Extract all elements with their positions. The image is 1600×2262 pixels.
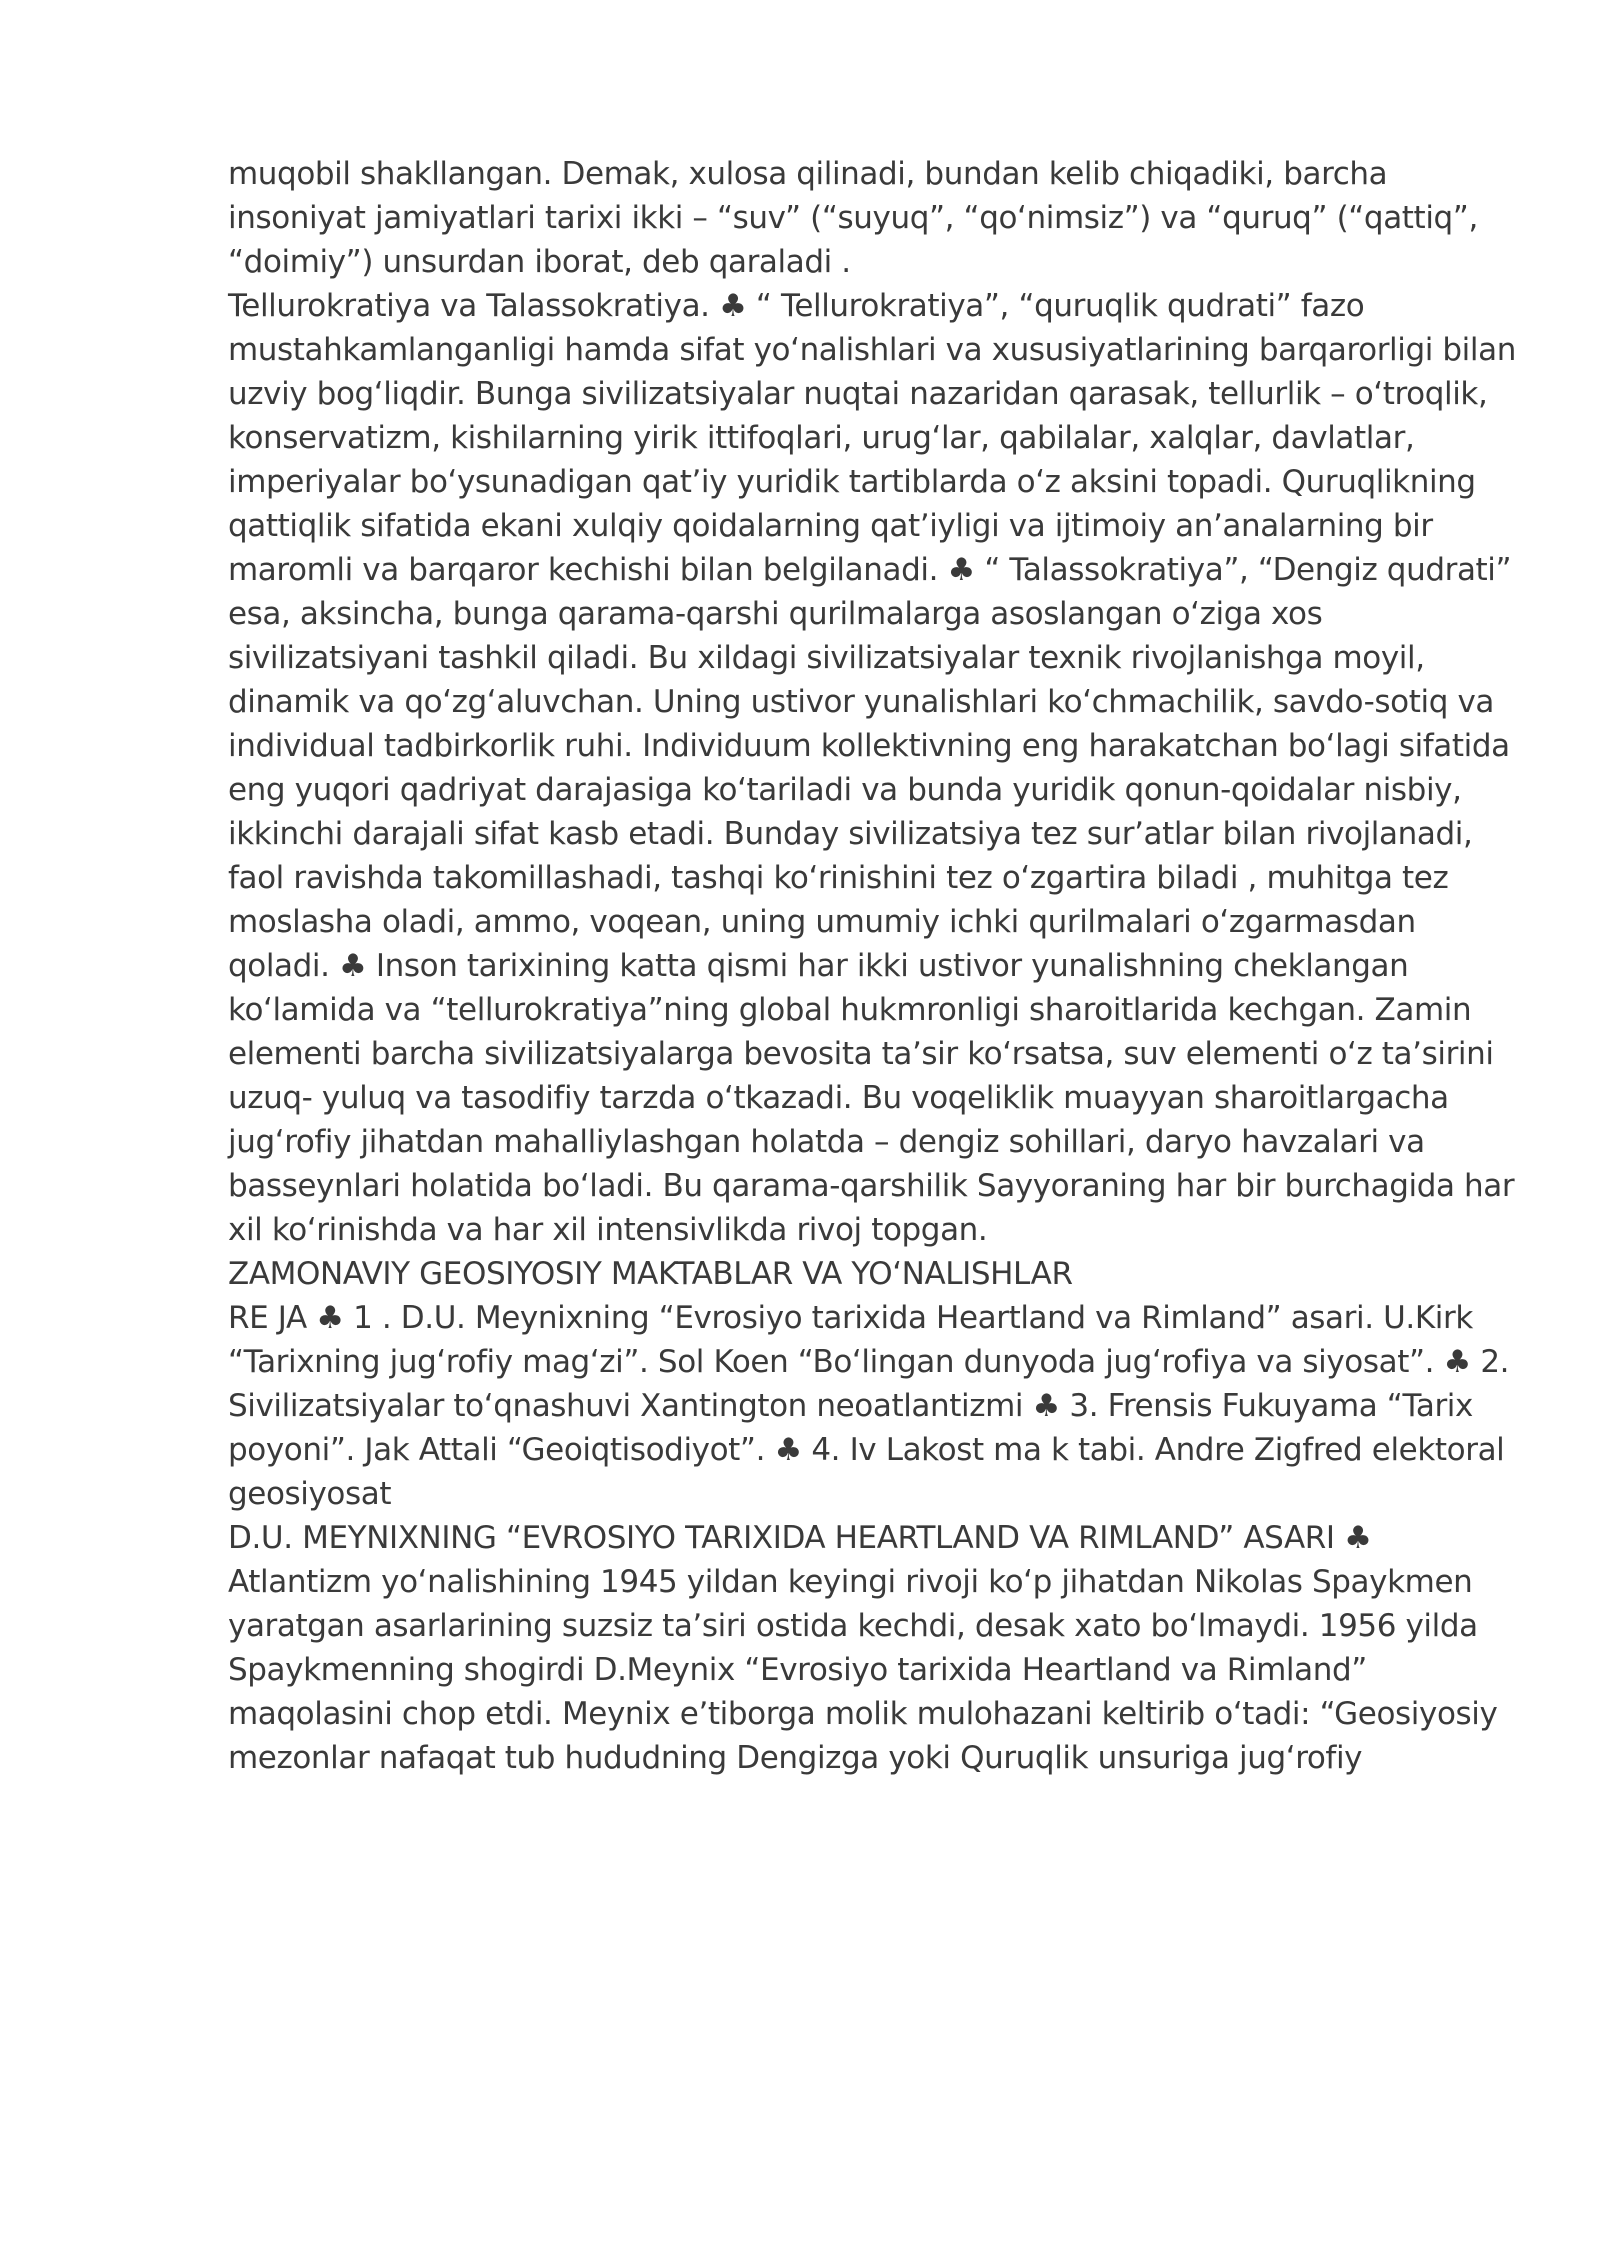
tellurocracy-paragraph: Tellurokratiya va Talassokratiya. ♣ “ Tellurokratiya”, “quruqlik qudrati” fazo mustahkamlanganligi hamda sifat yoʻnalishlari va xususiyatlarining barqarorligi bilan uzviy bogʻliqdir. Bunga sivilizatsiyalar nuqtai nazaridan qarasak, tellurlik – oʻtroqlik, konservatizm, kishilarning yirik ittifoqlari, urugʻlar, qabilalar, xalqlar, davlatlar, imperiyalar boʻysunadigan qatʼiy yuridik tartiblarda oʻz aksini topadi. Quruqlikning qattiqlik sifatida ekani xulqiy qoidalarning qatʼiyligi va ijtimoiy anʼanalarning bir maromli va barqaror kechishi bilan belgilanadi. ♣ “ Talassokratiya”, “Dengiz qudrati” esa, aksincha, bunga qarama-qarshi qurilmalarga asoslangan oʻziga xos sivilizatsiyani tashkil qiladi. Bu xildagi sivilizatsiyalar texnik rivojlanishga moyil, dinamik va qoʻzgʻaluvchan. Uning ustivor yunalishlari koʻchmachilik, savdo-sotiq va individual tadbirkorlik ruhi. Individuum kollektivning eng harakatchan boʻlagi sifatida eng yuqori qadriyat darajasiga koʻtariladi va bunda yuridik qonun-qoidalar nisbiy, ikkinchi darajali sifat kasb etadi. Bunday sivilizatsiya tez surʼatlar bilan rivojlanadi, faol ravishda takomillashadi, tashqi koʻrinishini tez oʻzgartira biladi , muhitga tez moslasha oladi, ammo, voqean, uning umumiy ichki qurilmalari oʻzgarmasdan qoladi. ♣ Inson tarixining katta qismi har ikki ustivor yunalishning cheklangan koʻlamida va “tellurokratiya”ning global hukmronligi sharoitlarida kechgan. Zamin elementi barcha sivilizatsiyalarga bevosita taʼsir koʻrsatsa, suv elementi oʻz taʼsirini uzuq- yuluq va tasodifiy tarzda oʻtkazadi. Bu voqeliklik muayyan sharoitlargacha jugʻrofiy jihatdan mahalliylashgan holatda – dengiz sohillari, daryo havzalari va basseynlari holatida boʻladi. Bu qarama-qarshilik Sayyoraning har bir burchagida har xil koʻrinishda va har xil intensivlikda rivoj topgan. [228, 288, 1516, 1248]
plan-paragraph: RE JA ♣ 1 . D.U. Meynixning “Evrosiyo tarixida Heartland va Rimland” asari. U.Kirk “Tarixning jugʻrofiy magʻzi”. Sol Koen “Boʻlingan dunyoda jugʻrofiya va siyosat”. ♣ 2. Sivilizatsiyalar toʻqnashuvi Xantington neoatlantizmi ♣ 3. Frensis Fukuyama “Tarix poyoni”. Jak Attali “Geoiqtisodiyot”. ♣ 4. Iv Lakost ma k tabi. Andre Zigfred elektoral geosiyosat [228, 1300, 1510, 1512]
meynix-paragraph: D.U. MEYNIXNING “EVROSIYO TARIXIDA HEARTLAND VA RIMLAND” ASARI ♣ Atlantizm yoʻnalishining 1945 yildan keyingi rivoji koʻp jihatdan Nikolas Spaykmen yaratgan asarlarining suzsiz taʼsiri ostida kechdi, desak xato boʻlmaydi. 1956 yilda Spaykmenning shogirdi D.Meynix “Evrosiyo tarixida Heartland va Rimland” maqolasini chop etdi. Meynix eʼtiborga molik mulohazani keltirib oʻtadi: “Geosiyosiy mezonlar nafaqat tub hududning Dengizga yoki Quruqlik unsuriga jugʻrofiy [228, 1520, 1498, 1776]
intro-paragraph: muqobil shakllangan. Demak, xulosa qilinadi, bundan kelib chiqadiki, barcha insoniyat jamiyatlari tarixi ikki – “suv” (“suyuq”, “qoʻnimsiz”) va “quruq” (“qattiq”, “doimiy”) unsurdan iborat, deb qaraladi . [228, 156, 1478, 280]
section-heading: ZAMONAVIY GEOSIYOSIY MAKTABLAR VA YOʻNALISHLAR [228, 1256, 1073, 1292]
document-page [228, 152, 1518, 1780]
